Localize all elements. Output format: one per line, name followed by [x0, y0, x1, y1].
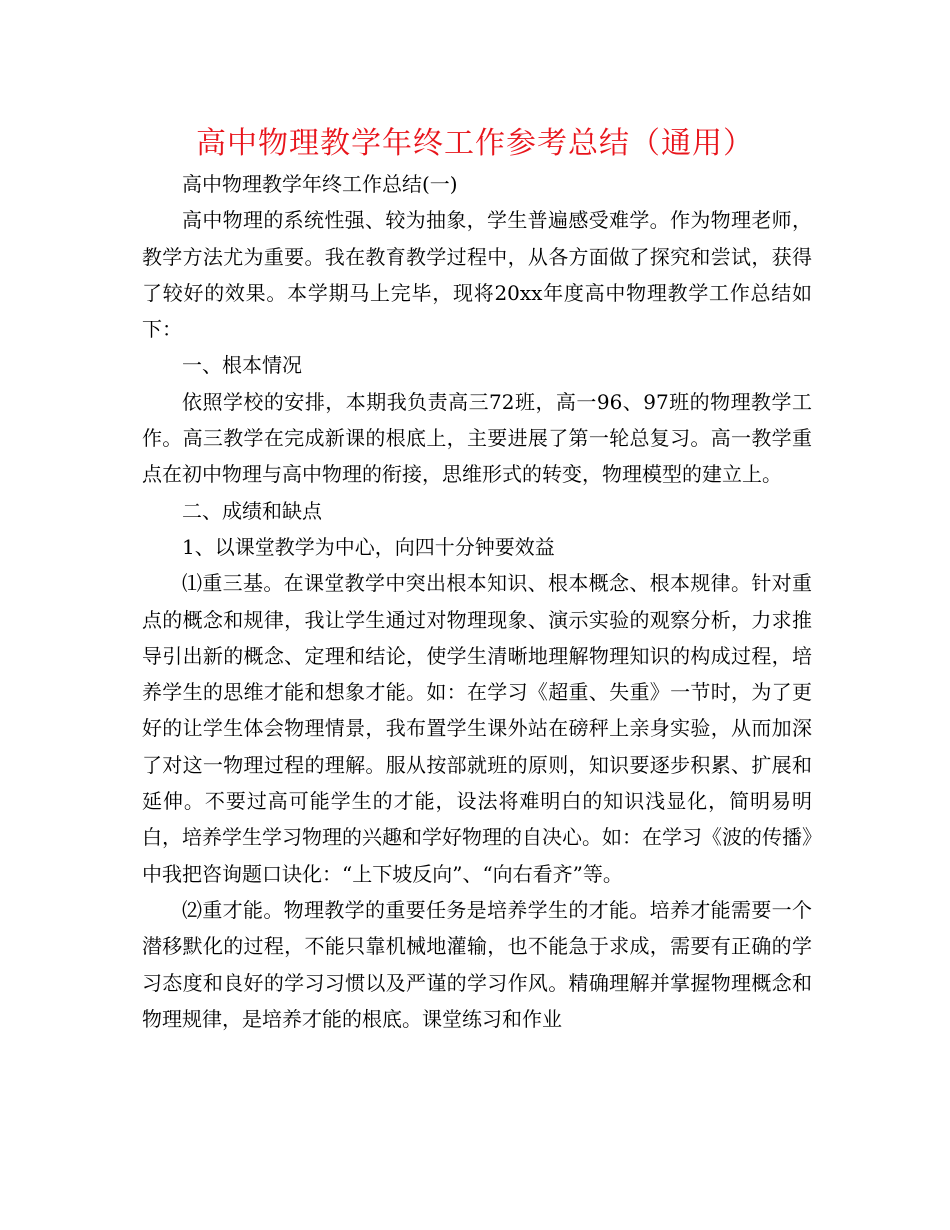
paragraph-basic-situation: 依照学校的安排，本期我负责高三72班，高一96、97班的物理教学工作。高三教学在完成新课的根底上，主要进展了第一轮总复习。高一教学重点在初中物理与高中物理的衔接，思维形式的转变，物理模型的建立上。: [142, 389, 812, 487]
document-title: 高中物理教学年终工作参考总结（通用）: [196, 126, 754, 161]
section-heading: 高中物理教学年终工作总结(一): [182, 172, 458, 196]
section-heading: 一、根本情况: [182, 353, 302, 378]
paragraph-three-basics: ⑴重三基。在课堂教学中突出根本知识、根本概念、根本规律。针对重点的概念和规律，我让学生通过对物理现象、演示实验的观察分析，力求推导引出新的概念、定理和结论，使学生清晰地理解物理知识的构成过程，培养学生的思维才能和想象才能。如：在学习《超重、失重》一节时，为了更好的让学生体会物理情景，我布置学生课外站在磅秤上亲身实验，从而加深了对这一物理过程的理解。服从按部就班的原则，知识要逐步积累、扩展和延伸。不要过高可能学生的才能，设法将难明白的知识浅显化，简明易明白，培养学生学习物理的兴趣和学好物理的自决心。如：在学习《波的传播》中我把咨询题口诀化：“上下坡反向”、“向右看齐”等。: [142, 571, 812, 886]
section-heading: 二、成绩和缺点: [182, 498, 322, 523]
subsection-heading: 1、以课堂教学为中心，向四十分钟要效益: [182, 534, 555, 559]
document-body: [142, 166, 812, 1037]
paragraph-intro: 高中物理的系统性强、较为抽象，学生普遍感受难学。作为物理老师，教学方法尤为重要。我在教育教学过程中，从各方面做了探究和尝试，获得了较好的效果。本学期马上完毕，现将20xx年度高中物理教学工作总结如下：: [142, 208, 812, 342]
paragraph-ability: ⑵重才能。物理教学的重要任务是培养学生的才能。培养才能需要一个潜移默化的过程，不能只靠机械地灌输，也不能急于求成，需要有正确的学习态度和良好的学习习惯以及严谨的学习作风。精确理解并掌握物理概念和物理规律，是培养才能的根底。课堂练习和作业: [142, 897, 812, 1031]
